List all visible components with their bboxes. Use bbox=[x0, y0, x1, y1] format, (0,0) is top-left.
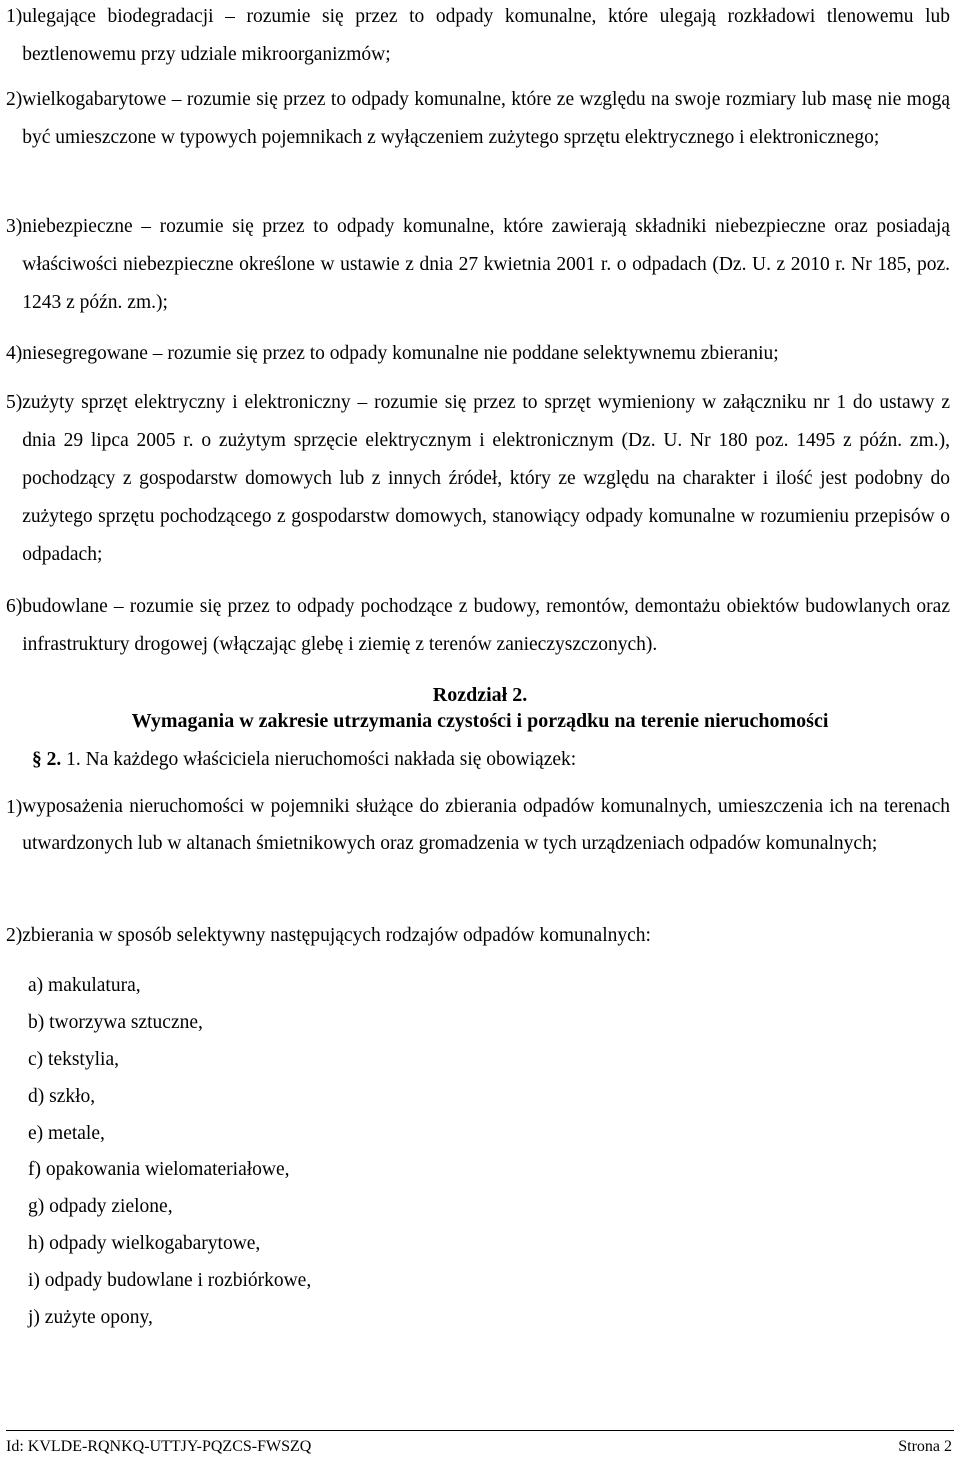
definition-item-4 bbox=[6, 335, 950, 373]
paragraph-text: Na każdego właściciela nieruchomości nakłada się obowiązek: bbox=[85, 749, 577, 770]
item-text: niebezpieczne – rozumie się przez to odpady komunalne, które zawierają składniki niebezpieczne oraz posiadają właściwości niebezpieczne określone w ustawie z dnia 27 kwietnia 2001 r. o odpadach (Dz. U. z 2010 r. Nr 185, poz. 1243 z późn. zm.); bbox=[22, 216, 950, 313]
list-item: i) odpady budowlane i rozbiórkowe, bbox=[28, 1270, 312, 1292]
item-number: 6) bbox=[6, 596, 23, 617]
item-text: zużyty sprzęt elektryczny i elektroniczny – rozumie się przez to sprzęt wymieniony w załączniku nr 1 do ustawy z dnia 29 lipca 2005 r. o zużytym sprzęcie elektrycznym i elektronicznym (Dz. U. Nr 180 poz. 1495 z późn. zm.), pochodzący z gospodarstw domowych lub z innych źródeł, który ze względu na charakter i ilość jest podobny do zużytego sprzętu pochodzącego z gospodarstw domowych, stanowiący odpady komunalne w rozumieniu przepisów o odpadach; bbox=[22, 392, 950, 565]
list-item: g) odpady zielone, bbox=[28, 1196, 173, 1218]
definition-item-5 bbox=[6, 384, 950, 574]
item-text: wyposażenia nieruchomości w pojemniki służące do zbierania odpadów komunalnych, umieszczenia ich na terenach utwardzonych lub w altanach śmietnikowych oraz gromadzenia w tych urządzeniach odpadów komunalnych; bbox=[22, 796, 950, 854]
definition-item-6 bbox=[6, 588, 950, 664]
footer-divider bbox=[6, 1430, 954, 1431]
item-number: 5) bbox=[6, 392, 23, 413]
list-item: e) metale, bbox=[28, 1122, 105, 1144]
list-item: a) makulatura, bbox=[28, 975, 141, 996]
chapter-subtitle: Wymagania w zakresie utrzymania czystości i porządku na terenie nieruchomości bbox=[131, 710, 829, 732]
item-number: 4) bbox=[6, 343, 23, 364]
document-id: Id: KVLDE-RQNKQ-UTTJY-PQZCS-FWSZQ bbox=[6, 1438, 312, 1455]
item-number: 3) bbox=[6, 216, 23, 237]
list-item: d) szkło, bbox=[28, 1085, 96, 1107]
waste-types-list bbox=[28, 968, 311, 1337]
item-number: 1) bbox=[6, 797, 23, 818]
item-number: 1) bbox=[6, 6, 23, 27]
item-text: niesegregowane – rozumie się przez to odpady komunalne nie poddane selektywnemu zbieraniu; bbox=[22, 343, 779, 364]
item-text: ulegające biodegradacji – rozumie się przez to odpady komunalne, które ulegają rozkładowi tlenowemu lub beztlenowemu przy udziale mikroorganizmów; bbox=[22, 6, 950, 65]
list-item: b) tworzywa sztuczne, bbox=[28, 1011, 203, 1033]
item-number: 2) bbox=[6, 925, 23, 946]
obligation-item-2 bbox=[6, 917, 950, 955]
definition-item-2 bbox=[6, 81, 950, 157]
list-item: c) tekstylia, bbox=[28, 1048, 119, 1070]
obligation-item-1 bbox=[6, 789, 950, 862]
list-item: j) zużyte opony, bbox=[28, 1307, 153, 1329]
chapter-title: Rozdział 2. bbox=[432, 684, 528, 706]
section-symbol: § bbox=[32, 749, 42, 770]
clause-number: 1. bbox=[66, 749, 81, 770]
definition-item-1 bbox=[6, 0, 950, 74]
list-item: h) odpady wielkogabarytowe, bbox=[28, 1233, 261, 1255]
item-text: zbierania w sposób selektywny następujących rodzajów odpadów komunalnych: bbox=[22, 925, 651, 946]
item-text: budowlane – rozumie się przez to odpady pochodzące z budowy, remontów, demontażu obiektów budowlanych oraz infrastruktury drogowej (włączając glebę i ziemię z terenów zanieczyszczonych). bbox=[22, 596, 950, 655]
page-number: Strona 2 bbox=[898, 1438, 952, 1455]
definition-item-3 bbox=[6, 208, 950, 322]
item-text: wielkogabarytowe – rozumie się przez to odpady komunalne, które ze względu na swoje rozmiary lub masę nie mogą być umieszczone w typowych pojemnikach z wyłączeniem zużytego sprzętu elektrycznego i elektronicznego; bbox=[22, 89, 950, 148]
item-number: 2) bbox=[6, 89, 23, 110]
list-item: f) opakowania wielomateriałowe, bbox=[28, 1159, 290, 1181]
paragraph-number: 2. bbox=[46, 749, 62, 770]
paragraph-2 bbox=[32, 744, 576, 776]
